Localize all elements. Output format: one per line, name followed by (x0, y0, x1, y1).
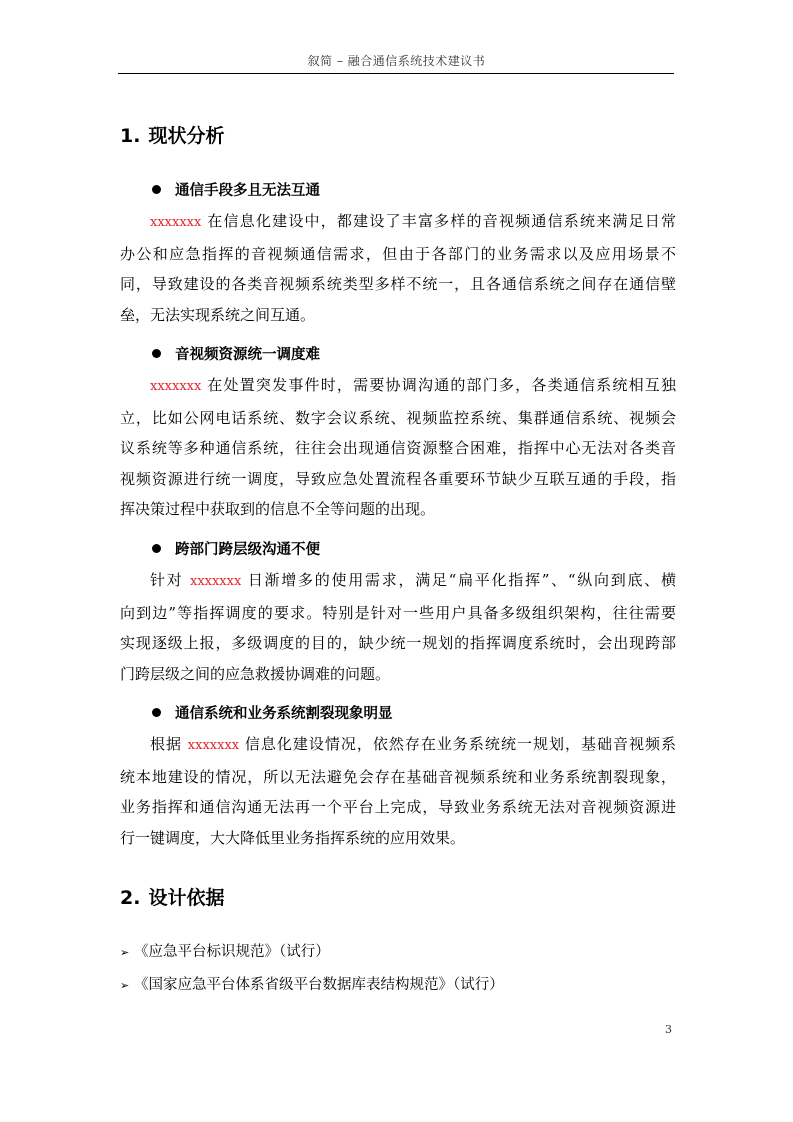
paragraph-line: 视频资源进行统一调度，导致应急处置流程各重要环节缺少互联互通的手段，指 (120, 469, 676, 488)
line-prefix: 针对 (150, 571, 190, 589)
paragraph-line: 立，比如公网电话系统、数字会议系统、视频监控系统、集群通信系统、视频会 (120, 408, 676, 427)
bullet-heading-text: 音视频资源统一调度难 (175, 347, 320, 363)
paragraph-line: 向到边”等指挥调度的要求。特别是针对一些用户具备多级组织架构，往往需要 (120, 603, 676, 622)
section-heading-2 (120, 883, 224, 910)
line-text: 在信息化建设中，都建设了丰富多样的音视频通信系统来满足日常 (201, 212, 676, 230)
paragraph-line: 统本地建设的情况，所以无法避免会存在基础音视频系统和业务系统割裂现象， (120, 767, 676, 786)
bullet-heading (152, 179, 320, 200)
bullet-dot-icon (152, 349, 161, 358)
paragraph-line (120, 370, 676, 403)
placeholder-name: xxxxxxx (150, 215, 202, 230)
section-heading-1 (120, 121, 224, 148)
line-text: 日渐增多的使用需求，满足“扁平化指挥”、“纵向到底、横 (241, 571, 676, 589)
paragraph (120, 729, 676, 853)
bullet-dot-icon (152, 708, 161, 717)
paragraph-line (120, 565, 676, 598)
paragraph-line: 门跨层级之间的应急救援协调难的问题。 (120, 664, 391, 683)
line-prefix: 根据 (150, 735, 188, 753)
paragraph-line: 议系统等多种通信系统，往往会出现通信资源整合困难，指挥中心无法对各类音 (120, 439, 676, 458)
section-title: 设计依据 (148, 887, 225, 909)
section-number: 1. (120, 125, 141, 147)
page-number: 3 (665, 1023, 672, 1036)
bullet-dot-icon (152, 544, 161, 553)
bullet-heading-text: 跨部门跨层级沟通不便 (175, 542, 320, 558)
header-title: 叙简 – 融合通信系统技术建议书 (307, 54, 486, 68)
reference-item (120, 940, 330, 961)
paragraph-line: 实现逐级上报，多级调度的目的，缺少统一规划的指挥调度系统时，会出现跨部 (120, 634, 676, 653)
reference-item (120, 973, 504, 994)
placeholder-name: xxxxxxx (150, 379, 202, 394)
paragraph (120, 206, 676, 330)
paragraph-line: 垒，无法实现系统之间互通。 (120, 305, 316, 324)
placeholder-name: xxxxxxx (189, 574, 242, 589)
paragraph-line (120, 729, 676, 762)
section-title: 现状分析 (148, 125, 225, 147)
line-text: 在处置突发事件时，需要协调沟通的部门多，各类通信系统相互独 (201, 376, 676, 394)
arrow-bullet-icon: ➢ (120, 979, 130, 992)
bullet-dot-icon (152, 185, 161, 194)
paragraph-line (120, 206, 676, 239)
bullet-heading-text: 通信系统和业务系统割裂现象明显 (175, 706, 393, 722)
paragraph-line: 办公和应急指挥的音视频通信需求，但由于各部门的业务需求以及应用场景不 (120, 244, 676, 263)
bullet-heading-text: 通信手段多且无法互通 (175, 183, 320, 199)
line-text: 信息化建设情况，依然存在业务系统统一规划，基础音视频系 (239, 735, 676, 753)
placeholder-name: xxxxxxx (187, 738, 240, 753)
paragraph-line: 行一键调度，大大降低里业务指挥系统的应用效果。 (120, 828, 466, 847)
paragraph-line: 业务指挥和通信沟通无法再一个平台上完成，导致业务系统无法对音视频资源进 (120, 798, 676, 817)
reference-text: 《国家应急平台体系省级平台数据库表结构规范》（试行） (134, 977, 504, 993)
paragraph (120, 370, 676, 525)
paragraph-line: 同，导致建设的各类音视频系统类型多样不统一，且各通信系统之间存在通信壁 (120, 275, 676, 294)
section-number: 2. (120, 887, 141, 909)
reference-text: 《应急平台标识规范》（试行） (134, 944, 330, 960)
bullet-heading (152, 538, 320, 559)
bullet-heading (152, 702, 393, 723)
paragraph (120, 565, 676, 689)
paragraph-line: 挥决策过程中获取到的信息不全等问题的出现。 (120, 500, 436, 519)
arrow-bullet-icon: ➢ (120, 946, 130, 959)
header-divider (118, 73, 674, 74)
bullet-heading (152, 343, 320, 364)
